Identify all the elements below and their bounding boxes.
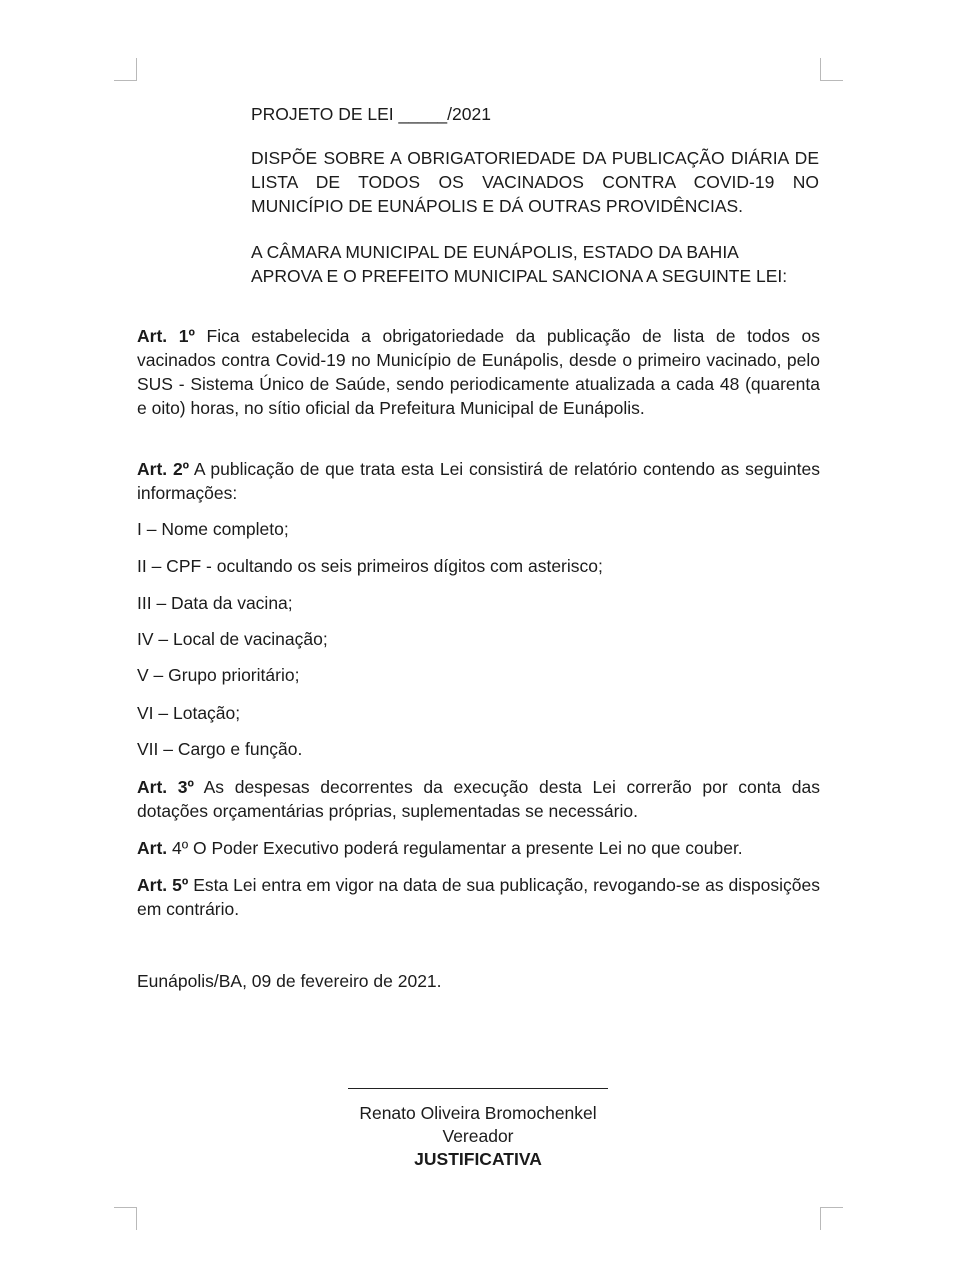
bill-summary-line: LISTA DE TODOS OS VACINADOS CONTRA COVID-19 NO <box>251 172 819 192</box>
article-label: Art. 2º <box>137 459 190 479</box>
article-3 <box>137 775 820 823</box>
article-text: A publicação de que trata esta Lei consistirá de relatório contendo as seguintes informações: <box>137 459 820 503</box>
article-label: Art. 1º <box>137 326 195 346</box>
signature-line <box>348 1088 608 1089</box>
article-text: Fica estabelecida a obrigatoriedade da publicação de lista de todos os vacinados contra Covid-19 no Município de Eunápolis, desde o primeiro vacinado, pelo SUS - Sistema Único de Saúde, sendo periodicamente atualizada a cada 48 (quarenta e oito) horas, no sítio oficial da Prefeitura Municipal de Eunápolis. <box>137 326 821 418</box>
signatory-name: Renato Oliveira Bromochenkel <box>359 1103 597 1123</box>
bill-summary-line: DISPÕE SOBRE A OBRIGATORIEDADE DA PUBLICAÇÃO DIÁRIA DE <box>251 148 819 168</box>
page-corner-mark-bottom-left <box>114 1207 137 1230</box>
article-1 <box>137 324 820 420</box>
place-and-date: Eunápolis/BA, 09 de fevereiro de 2021. <box>137 971 442 991</box>
bill-preamble <box>251 240 819 288</box>
inciso-item: VI – Lotação; <box>137 703 241 723</box>
inciso-item: III – Data da vacina; <box>137 593 293 613</box>
bill-title: PROJETO DE LEI _____/2021 <box>251 104 491 124</box>
bill-summary-line: MUNICÍPIO DE EUNÁPOLIS E DÁ OUTRAS PROVIDÊNCIAS. <box>251 196 744 216</box>
bill-preamble-line: A CÂMARA MUNICIPAL DE EUNÁPOLIS, ESTADO DA BAHIA <box>251 242 739 262</box>
page-corner-mark-top-right <box>820 58 843 81</box>
article-4 <box>137 836 820 860</box>
article-text: Esta Lei entra em vigor na data de sua publicação, revogando-se as disposições em contrário. <box>137 875 820 919</box>
signatory-role: Vereador <box>442 1126 514 1146</box>
inciso-item: IV – Local de vacinação; <box>137 629 328 649</box>
article-text: 4º O Poder Executivo poderá regulamentar a presente Lei no que couber. <box>172 838 743 858</box>
page-corner-mark-top-left <box>114 58 137 81</box>
article-2 <box>137 457 820 505</box>
article-label: Art. 5º <box>137 875 189 895</box>
inciso-item: VII – Cargo e função. <box>137 739 303 759</box>
inciso-item: I – Nome completo; <box>137 519 289 539</box>
article-5 <box>137 873 820 921</box>
bill-summary <box>251 146 819 218</box>
article-label: Art. 3º <box>137 777 194 797</box>
justification-heading: JUSTIFICATIVA <box>414 1149 542 1169</box>
page-corner-mark-bottom-right <box>820 1207 843 1230</box>
inciso-item: II – CPF - ocultando os seis primeiros dígitos com asterisco; <box>137 556 603 576</box>
bill-preamble-line: APROVA E O PREFEITO MUNICIPAL SANCIONA A SEGUINTE LEI: <box>251 266 788 286</box>
article-label: Art. <box>137 838 168 858</box>
inciso-item: V – Grupo prioritário; <box>137 665 300 685</box>
article-text: As despesas decorrentes da execução desta Lei correrão por conta das dotações orçamentárias próprias, suplementadas se necessário. <box>137 777 820 821</box>
